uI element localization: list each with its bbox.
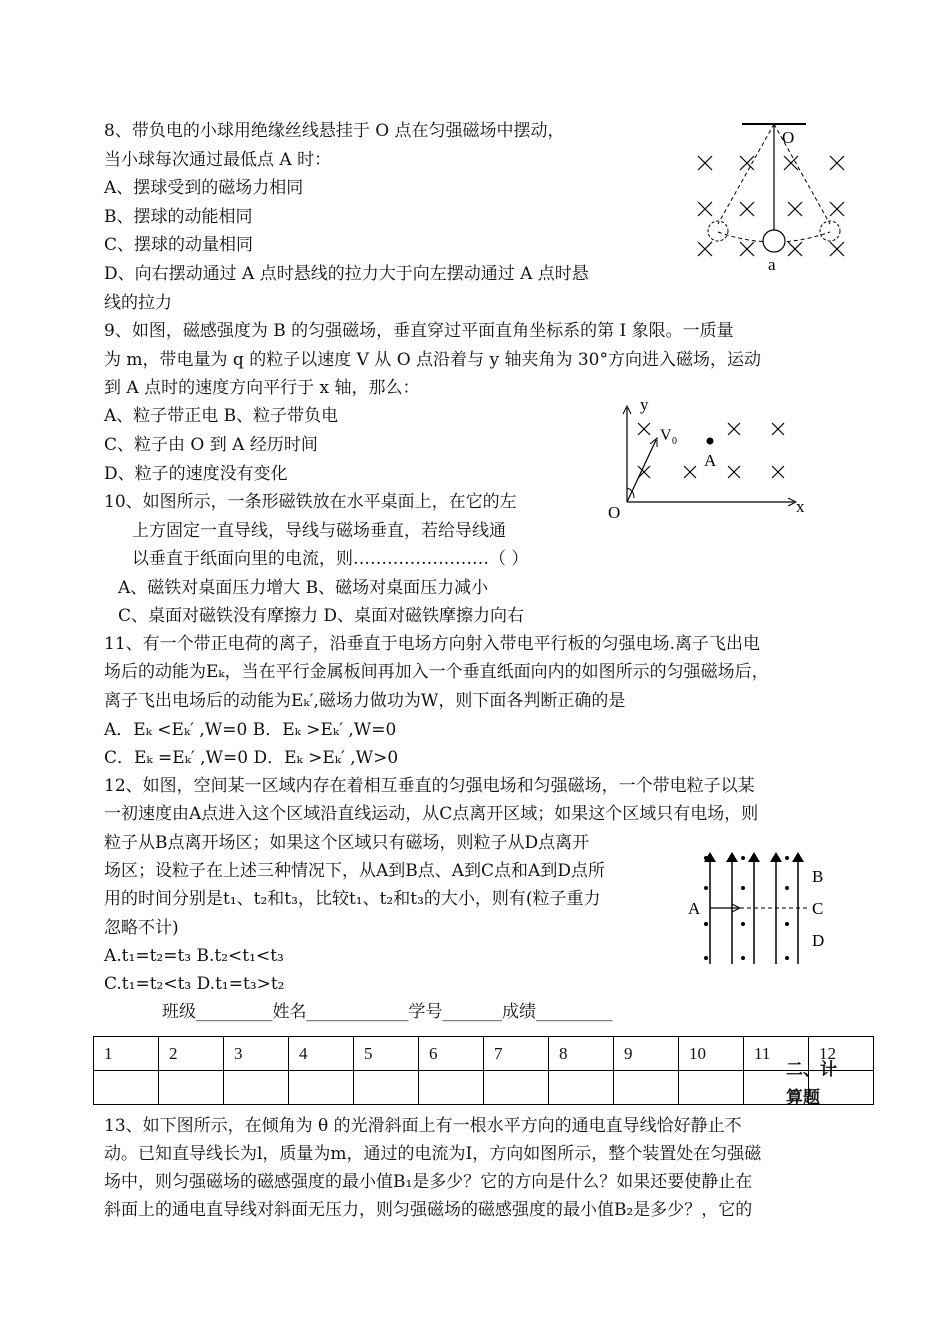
q12-fig-label-c: C [812,899,824,918]
q8-option-d-line2: 线的拉力 [104,293,172,313]
q12-fig-label-d: D [812,931,825,950]
q12-fig-label-b: B [812,867,824,886]
q8-pendulum-figure [688,118,860,278]
q9-fig-label-o: O [608,503,621,522]
q9-fig-label-a: A [704,451,717,470]
q11-stem-line3: 离子飞出电场后的动能为Eₖ′,磁场力做功为W，则下面各判断正确的是 [104,691,626,711]
q8-stem-line1: 8、带负电的小球用绝缘丝线悬挂于 O 点在匀强磁场中摆动， [104,121,565,141]
answer-cell[interactable] [614,1071,679,1105]
q13-stem-line1: 13、如下图所示，在倾角为 θ 的光滑斜面上有一根水平方向的通电直导线恰好静止不 [104,1116,742,1136]
answer-number-cell: 5 [354,1037,419,1071]
q9-fig-label-v: V [660,427,672,444]
q12-stem-line4: 场区；设粒子在上述三种情况下，从A到B点、A到C点和A到D点所 [104,861,605,881]
q12-stem-line1: 12、如图，空间某一区域内存在着相互垂直的匀强电场和匀强磁场，一个带电粒子以某 [104,776,755,796]
q9-option-d: D、粒子的速度没有变化 [104,464,288,484]
q12-options-ab: A.t₁=t₂=t₃ B.t₂<t₁<t₃ [104,946,284,966]
answer-number-cell: 1 [94,1037,159,1071]
q8-option-d-line1: D、向右摆动通过 A 点时悬线的拉力大于向左摆动通过 A 点时悬 [104,264,589,284]
answer-number-cell: 10 [679,1037,744,1071]
answer-cell[interactable] [159,1071,224,1105]
section-2-heading-line1: 二、计 [786,1060,837,1080]
q10-stem-line2: 上方固定一直导线，导线与磁场垂直，若给导线通 [132,521,506,541]
q9-stem-line3: 到 A 点时的速度方向平行于 x 轴，那么： [104,378,420,398]
answer-number-cell: 6 [419,1037,484,1071]
answer-table-number-row [94,1037,874,1071]
q12-stem-line2: 一初速度由A点进入这个区域沿直线运动，从C点离开区域；如果这个区域只有电场，则 [104,804,759,824]
q12-stem-line5: 用的时间分别是t₁、t₂和t₃，比较t₁、t₂和t₃的大小，则有(粒子重力 [104,889,601,909]
q9-stem-line2: 为 m，带电量为 q 的粒子以速度 V 从 O 点沿着与 y 轴夹角为 30°方向进入磁场，运动 [104,350,761,370]
answer-number-cell: 3 [224,1037,289,1071]
q9-options-ab: A、粒子带正电 B、粒子带负电 [104,406,339,426]
q8-fig-label-a: a [768,255,776,274]
answer-table [93,1036,874,1105]
q8-option-b: B、摆球的动能相同 [104,207,253,227]
q11-options-ab: A．Eₖ <Eₖ′ ,W=0 B．Eₖ >Eₖ′ ,W=0 [104,720,397,740]
answer-number-cell: 2 [159,1037,224,1071]
answer-number-cell: 11 [744,1037,809,1071]
q9-coordinate-figure [600,394,820,526]
q12-stem-line3: 粒子从B点离开场区；如果这个区域只有磁场，则粒子从D点离开 [104,833,590,853]
q8-option-c: C、摆球的动量相同 [104,235,254,255]
q9-fig-label-y: y [640,395,649,414]
q8-fig-label-o: O [782,128,795,147]
answer-cell[interactable] [94,1071,159,1105]
answer-table-answer-row [94,1071,874,1105]
answer-cell[interactable] [679,1071,744,1105]
q12-stem-line6: 忽略不计) [104,918,179,938]
section-2-heading-line2: 算题 [786,1088,820,1108]
answer-cell[interactable] [484,1071,549,1105]
answer-number-cell: 4 [289,1037,354,1071]
q13-stem-line3: 场中，则匀强磁场的磁感强度的最小值B₁是多少？它的方向是什么？如果还要使静止在 [104,1172,753,1192]
q9-stem-line1: 9、如图，磁感强度为 B 的匀强磁场，垂直穿过平面直角坐标系的第 I 象限。一质量 [104,321,734,341]
answer-cell[interactable] [419,1071,484,1105]
q12-fig-label-a: A [688,899,701,918]
q11-stem-line2: 场后的动能为Eₖ，当在平行金属板间再加入一个垂直纸面向内的如图所示的匀强磁场后， [104,662,769,682]
q11-stem-line1: 11、有一个带正电荷的离子，沿垂直于电场方向射入带电平行板的匀强电场.离子飞出电 [104,634,761,654]
q13-stem-line2: 动。已知直导线长为l，质量为m，通过的电流为I，方向如图所示，整个装置处在匀强磁 [104,1144,762,1164]
q9-fig-label-v-sub: 0 [672,436,677,447]
q10-stem-line3: 以垂直于纸面向里的电流，则……………………（ ） [132,549,529,569]
answer-number-cell: 9 [614,1037,679,1071]
answer-cell[interactable] [549,1071,614,1105]
answer-number-cell: 8 [549,1037,614,1071]
q10-options-cd: C、桌面对磁铁没有摩擦力 D、桌面对磁铁摩擦力向右 [118,606,525,626]
q11-options-cd: C．Eₖ =Eₖ′ ,W=0 D．Eₖ >Eₖ′ ,W>0 [104,748,399,768]
answer-number-cell: 7 [484,1037,549,1071]
q8-stem-line2: 当小球每次通过最低点 A 时： [104,150,332,170]
q10-stem-line1: 10、如图所示，一条形磁铁放在水平桌面上，在它的左 [104,492,517,512]
q10-options-ab: A、磁铁对桌面压力增大 B、磁场对桌面压力减小 [118,578,489,598]
answer-cell[interactable] [289,1071,354,1105]
q9-fig-label-x: x [796,497,805,516]
student-info-line: 班级_________姓名____________学号_______成绩_________ [162,1002,613,1022]
answer-cell[interactable] [354,1071,419,1105]
q8-option-a: A、摆球受到的磁场力相同 [104,178,304,198]
q9-option-c: C、粒子由 O 到 A 经历时间 [104,435,318,455]
q13-stem-line4: 斜面上的通电直导线对斜面无压力，则匀强磁场的磁感强度的最小值B₂是多少？，它的 [104,1200,753,1220]
q12-field-figure [684,846,834,968]
answer-number-cell: 12 [809,1037,874,1071]
answer-cell[interactable] [224,1071,289,1105]
q12-options-cd: C.t₁=t₂<t₃ D.t₁=t₃>t₂ [104,974,285,994]
